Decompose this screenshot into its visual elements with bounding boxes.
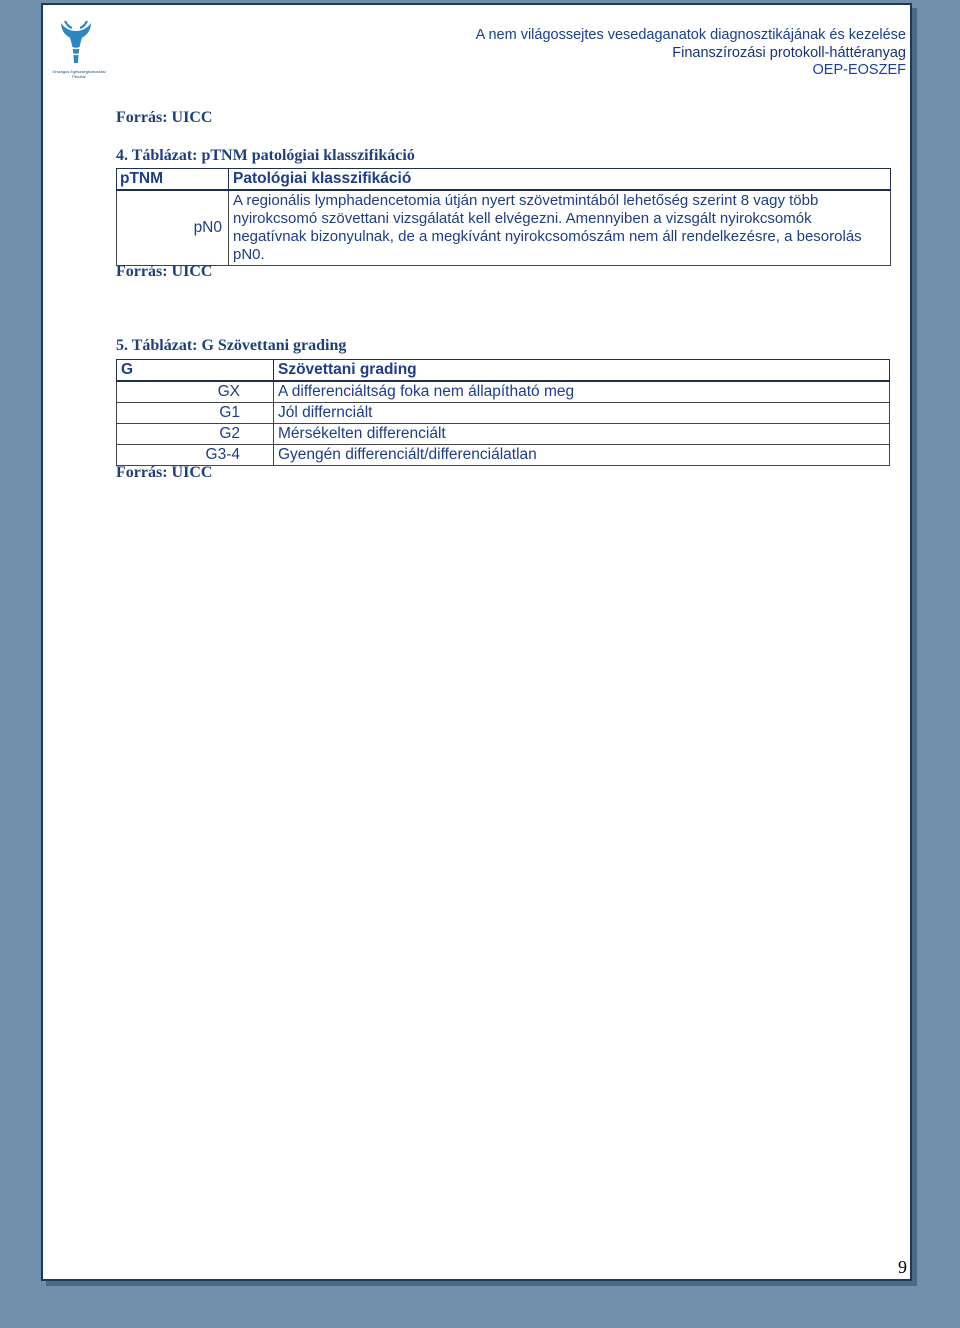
table5-caption: 5. Táblázat: G Szövettani grading [116, 337, 347, 354]
table5-header-grading: Szövettani grading [274, 360, 890, 382]
table4-header-row [117, 169, 891, 191]
source-note-1: Forrás: UICC [116, 109, 213, 126]
table4-description-cell: A regionális lymphadencetomia útján nyert szövetmintából lehetőség szerint 8 vagy több nyirokcsomó szövettani vizsgálatát kell elvégezni. Amennyiben a vizsgált nyirokcsomók negatívnak bizonyulnak, de a megkívánt nyirokcsomószám nem áll rendelkezésre, a besorolás pN0. [229, 190, 891, 266]
table5-header-g: G [117, 360, 274, 382]
table5-code-cell: G3-4 [117, 445, 274, 466]
table-row [117, 424, 890, 445]
table4-caption: 4. Táblázat: pTNM patológiai klasszifikáció [116, 147, 415, 164]
table4-code-cell: pN0 [117, 190, 229, 266]
table5-code-cell: G1 [117, 403, 274, 424]
organization-logo-icon [47, 19, 106, 79]
header-organization: OEP-EOSZEF [812, 62, 906, 78]
table-row [117, 445, 890, 466]
table-row [117, 403, 890, 424]
table5 [116, 359, 890, 466]
table5-header-row [117, 360, 890, 382]
source-note-2: Forrás: UICC [116, 263, 213, 280]
table4 [116, 168, 891, 266]
header-title: A nem világossejtes vesedaganatok diagnosztikájának és kezelése [475, 27, 906, 43]
table-row [117, 190, 891, 266]
table-row [117, 381, 890, 403]
table5-code-cell: G2 [117, 424, 274, 445]
page-number: 9 [898, 1257, 907, 1277]
document-header [476, 27, 906, 80]
table5-code-cell: GX [117, 381, 274, 403]
table5-description-cell: Mérsékelten differenciált [274, 424, 890, 445]
document-page [41, 3, 912, 1281]
source-note-3: Forrás: UICC [116, 464, 213, 481]
table5-description-cell: Jól differnciált [274, 403, 890, 424]
logo-caption: Országos Egészségbiztosítási Pénztár [52, 69, 106, 79]
table5-description-cell: Gyengén differenciált/differenciálatlan [274, 445, 890, 466]
table4-header-classification: Patológiai klasszifikáció [229, 169, 891, 191]
header-subtitle: Finanszírozási protokoll-háttéranyag [672, 44, 906, 61]
table4-header-ptnm: pTNM [117, 169, 229, 191]
table5-description-cell: A differenciáltság foka nem állapítható meg [274, 381, 890, 403]
